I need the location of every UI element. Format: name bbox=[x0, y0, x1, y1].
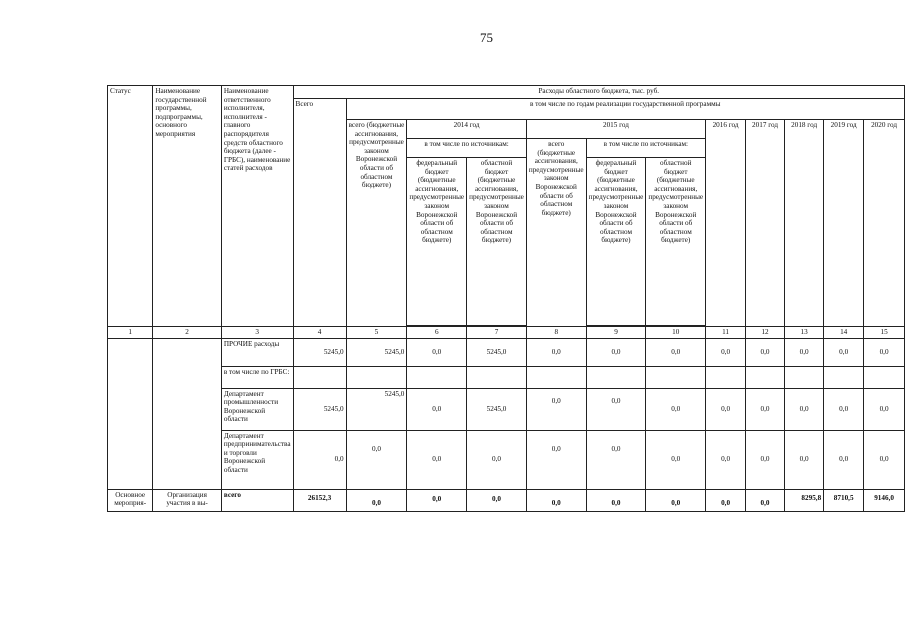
cell-value: 0,0 bbox=[746, 430, 785, 489]
col-num: 1 bbox=[108, 327, 153, 339]
col-num: 8 bbox=[526, 327, 586, 339]
cell-value: 5245,0 bbox=[467, 388, 527, 430]
table-row bbox=[108, 338, 905, 366]
header-total-incl: всего (бюджетные ассигнования, предусмотренные законом Воронежской области об областном бюджете) bbox=[346, 120, 407, 327]
cell-value: 0,0 bbox=[864, 338, 905, 366]
cell-value: 0,0 bbox=[346, 489, 407, 511]
header-obl-2014: областной бюджет (бюджетные ассигнования, предусмотренные законом Воронежской области об областном бюджете) bbox=[467, 158, 527, 326]
cell-value: 0,0 bbox=[586, 430, 646, 489]
col-num: 4 bbox=[293, 327, 346, 339]
cell-value: 0,0 bbox=[785, 430, 824, 489]
cell-value: 0,0 bbox=[785, 338, 824, 366]
page-number: 75 bbox=[480, 30, 493, 45]
col-num: 9 bbox=[586, 327, 646, 339]
column-numbers-row bbox=[108, 327, 905, 339]
cell-value: 0,0 bbox=[824, 388, 864, 430]
header-expenses: Расходы областного бюджета, тыс. руб. bbox=[293, 86, 904, 99]
cell-value: 0,0 bbox=[526, 489, 586, 511]
cell-value: 0,0 bbox=[785, 388, 824, 430]
header-2016: 2016 год bbox=[706, 120, 746, 327]
header-2014: 2014 год bbox=[407, 120, 527, 139]
cell-value: 26152,3 bbox=[293, 489, 346, 511]
table-row bbox=[108, 489, 905, 511]
table-row bbox=[108, 366, 905, 388]
row-status: Основное мероприя- bbox=[108, 489, 153, 511]
cell-value: 0,0 bbox=[646, 338, 706, 366]
cell-value: 0,0 bbox=[467, 489, 527, 511]
budget-table bbox=[107, 85, 905, 512]
row-name: ПРОЧИЕ расходы bbox=[221, 338, 293, 366]
header-executor: Наименование ответственного исполнителя, исполнителя - главного распорядителя средств областного бюджета (далее - ГРБС), наименование статей расходов bbox=[221, 86, 293, 327]
cell-value: 0,0 bbox=[864, 388, 905, 430]
header-program: Наименование государственной программы, подпрограммы, основного мероприятия bbox=[153, 86, 222, 327]
cell-value: 5245,0 bbox=[467, 338, 527, 366]
row-name: Департамент предпринимательства и торговли Воронежской области bbox=[221, 430, 293, 489]
header-sources-2014: в том числе по источникам: bbox=[407, 139, 527, 158]
row-program bbox=[153, 338, 222, 489]
header-by-years: в том числе по годам реализации государственной программы bbox=[346, 99, 904, 120]
col-num: 11 bbox=[706, 327, 746, 339]
header-sources-2015: в том числе по источникам: bbox=[586, 139, 706, 158]
cell-value: 0,0 bbox=[706, 388, 746, 430]
cell-value: 0,0 bbox=[526, 388, 586, 430]
cell-value: 0,0 bbox=[293, 430, 346, 489]
cell-value: 0,0 bbox=[586, 338, 646, 366]
col-num: 14 bbox=[824, 327, 864, 339]
cell-value: 0,0 bbox=[746, 338, 785, 366]
cell-value: 0,0 bbox=[706, 489, 746, 511]
cell-value: 0,0 bbox=[346, 430, 407, 489]
row-status bbox=[108, 338, 153, 489]
table-row bbox=[108, 430, 905, 489]
col-num: 2 bbox=[153, 327, 222, 339]
row-program: Организация участия в вы- bbox=[153, 489, 222, 511]
col-num: 15 bbox=[864, 327, 905, 339]
header-2017: 2017 год bbox=[746, 120, 785, 327]
col-num: 3 bbox=[221, 327, 293, 339]
row-name: Департамент промышленности Воронежской области bbox=[221, 388, 293, 430]
cell-value: 0,0 bbox=[746, 388, 785, 430]
header-total: Всего bbox=[293, 99, 346, 327]
row-name: в том числе по ГРБС: bbox=[221, 366, 293, 388]
cell-value: 0,0 bbox=[824, 338, 864, 366]
cell-value: 5245,0 bbox=[346, 338, 407, 366]
header-2020: 2020 год bbox=[864, 120, 905, 327]
cell-value: 0,0 bbox=[646, 489, 706, 511]
cell-value: 8710,5 bbox=[824, 489, 864, 511]
col-num: 6 bbox=[407, 327, 467, 339]
cell-value: 0,0 bbox=[407, 388, 467, 430]
col-num: 12 bbox=[746, 327, 785, 339]
cell-value: 0,0 bbox=[706, 338, 746, 366]
table-row bbox=[108, 388, 905, 430]
cell-value: 5245,0 bbox=[346, 388, 407, 430]
cell-value: 0,0 bbox=[706, 430, 746, 489]
col-num: 10 bbox=[646, 327, 706, 339]
cell-value: 0,0 bbox=[646, 430, 706, 489]
cell-value: 0,0 bbox=[646, 388, 706, 430]
cell-value: 0,0 bbox=[526, 430, 586, 489]
cell-value: 0,0 bbox=[586, 489, 646, 511]
cell-value: 8295,8 bbox=[785, 489, 824, 511]
row-name: всего bbox=[221, 489, 293, 511]
cell-value: 9146,0 bbox=[864, 489, 905, 511]
header-status: Статус bbox=[108, 86, 153, 327]
cell-value: 0,0 bbox=[746, 489, 785, 511]
header-2015: 2015 год bbox=[526, 120, 705, 139]
cell-value: 0,0 bbox=[467, 430, 527, 489]
header-2018: 2018 год bbox=[785, 120, 824, 327]
cell-value: 0,0 bbox=[407, 489, 467, 511]
cell-value: 0,0 bbox=[586, 388, 646, 430]
header-2019: 2019 год bbox=[824, 120, 864, 327]
cell-value: 5245,0 bbox=[293, 388, 346, 430]
cell-value: 0,0 bbox=[407, 430, 467, 489]
cell-value: 0,0 bbox=[864, 430, 905, 489]
cell-value: 0,0 bbox=[407, 338, 467, 366]
header-fed-2014: федеральный бюджет (бюджетные ассигнования, предусмотренные законом Воронежской области об областном бюджете) bbox=[407, 158, 467, 326]
header-obl-2015: областной бюджет (бюджетные ассигнования, предусмотренные законом Воронежской области об областном бюджете) bbox=[646, 158, 706, 326]
col-num: 13 bbox=[785, 327, 824, 339]
col-num: 7 bbox=[467, 327, 527, 339]
header-total-2015: всего (бюджетные ассигнования, предусмотренные законом Воронежской области об областном бюджете) bbox=[526, 139, 586, 327]
cell-value: 0,0 bbox=[824, 430, 864, 489]
header-fed-2015: федеральный бюджет (бюджетные ассигнования, предусмотренные законом Воронежской области об областном бюджете) bbox=[586, 158, 646, 326]
cell-value: 5245,0 bbox=[293, 338, 346, 366]
col-num: 5 bbox=[346, 327, 407, 339]
cell-value: 0,0 bbox=[526, 338, 586, 366]
